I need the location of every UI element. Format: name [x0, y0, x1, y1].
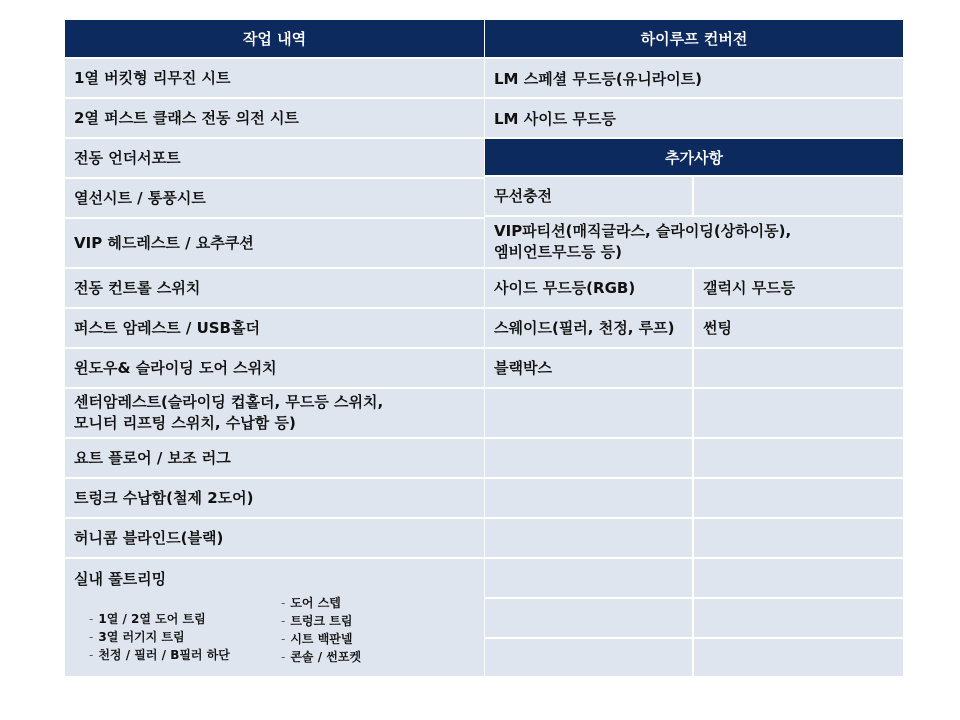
cell-text: 갤럭시 무드등 [703, 278, 796, 297]
table-row [65, 217, 484, 267]
table-row [65, 177, 484, 217]
table-row [485, 437, 903, 477]
cell-text [694, 639, 903, 676]
table-row [65, 307, 484, 347]
cell-text [485, 599, 694, 637]
cell-text: 전동 언더서포트 [74, 148, 181, 167]
interior-trimming-title: 실내 풀트리밍 [74, 570, 167, 588]
cell-text [485, 639, 694, 676]
interior-trimming-row [65, 557, 484, 676]
table-row [485, 517, 903, 557]
list-item: - 천정 / 필러 / B필러 하단 [89, 646, 230, 664]
list-item: - 시트 백판넬 [281, 630, 361, 648]
list-item: - 트렁크 트림 [281, 612, 361, 630]
cell-text: 퍼스트 암레스트 / USB홀더 [74, 318, 260, 337]
cell-text: 썬팅 [703, 318, 732, 337]
cell-text: VIP 헤드레스트 / 요추쿠션 [74, 233, 254, 252]
table-row [485, 557, 903, 597]
work-history-table [65, 20, 484, 676]
cell-text [694, 439, 903, 477]
cell-text [694, 389, 903, 437]
cell-text: 사이드 무드등(RGB) [485, 269, 694, 307]
cell-text [694, 177, 903, 215]
table-row [65, 387, 484, 437]
high-roof-conversion-table [485, 20, 903, 676]
list-item: - 1열 / 2열 도어 트림 [89, 610, 230, 628]
table-row [65, 267, 484, 307]
table-row [65, 57, 484, 97]
cell-text [485, 389, 694, 437]
cell-text: 허니콤 블라인드(블랙) [74, 528, 224, 547]
table-row [485, 97, 903, 137]
table-row [485, 637, 903, 676]
table-row [65, 347, 484, 387]
cell-text [694, 599, 903, 637]
cell-text: 무선충전 [485, 177, 694, 215]
cell-text: 윈도우& 슬라이딩 도어 스위치 [74, 358, 277, 377]
high-roof-header: 하이루프 컨버전 [485, 20, 903, 57]
table-row [485, 215, 903, 267]
cell-text: LM 사이드 무드등 [494, 109, 616, 128]
trimming-list-a [89, 610, 230, 664]
cell-text: 센터암레스트(슬라이딩 컵홀더, 무드등 스위치, 모니터 리프팅 스위치, 수납함 등) [74, 393, 384, 432]
table-row [65, 477, 484, 517]
list-item: - 3열 러기지 트림 [89, 628, 230, 646]
table-row [485, 597, 903, 637]
table-row [485, 387, 903, 437]
cell-text: 열선시트 / 통풍시트 [74, 188, 206, 207]
trimming-sublists [74, 594, 475, 674]
cell-text: 요트 플로어 / 보조 러그 [74, 448, 231, 467]
cell-text: 2열 퍼스트 클래스 전동 의전 시트 [74, 108, 299, 127]
addon-header: 추가사항 [485, 137, 903, 175]
cell-text: 스웨이드(필러, 천정, 루프) [485, 309, 694, 347]
cell-text: 1열 버킷형 리무진 시트 [74, 68, 231, 87]
cell-text: 전동 컨트롤 스위치 [74, 278, 201, 297]
cell-text: VIP파티션(매직글라스, 슬라이딩(상하이동), 엠비언트무드등 등) [494, 222, 792, 261]
table-row [485, 57, 903, 97]
cell-text [694, 519, 903, 557]
cell-text [485, 479, 694, 517]
cell-text [485, 439, 694, 477]
cell-text [694, 479, 903, 517]
cell-text: 블랙박스 [485, 349, 694, 387]
cell-text: LM 스페셜 무드등(유니라이트) [494, 69, 703, 88]
table-row [65, 517, 484, 557]
table-row [485, 267, 903, 307]
table-row [485, 347, 903, 387]
trimming-list-b [281, 594, 361, 666]
list-item: - 콘솔 / 썬포켓 [281, 648, 361, 666]
table-row [65, 137, 484, 177]
cell-text [485, 559, 694, 597]
list-item: - 도어 스텝 [281, 594, 361, 612]
table-row [485, 477, 903, 517]
table-row [485, 175, 903, 215]
table-row [65, 437, 484, 477]
cell-text [694, 559, 903, 597]
cell-text [485, 519, 694, 557]
cell-text: 트렁크 수납함(철제 2도어) [74, 488, 254, 507]
table-row [65, 97, 484, 137]
cell-text [694, 349, 903, 387]
table-row [485, 307, 903, 347]
work-history-header: 작업 내역 [65, 20, 484, 57]
